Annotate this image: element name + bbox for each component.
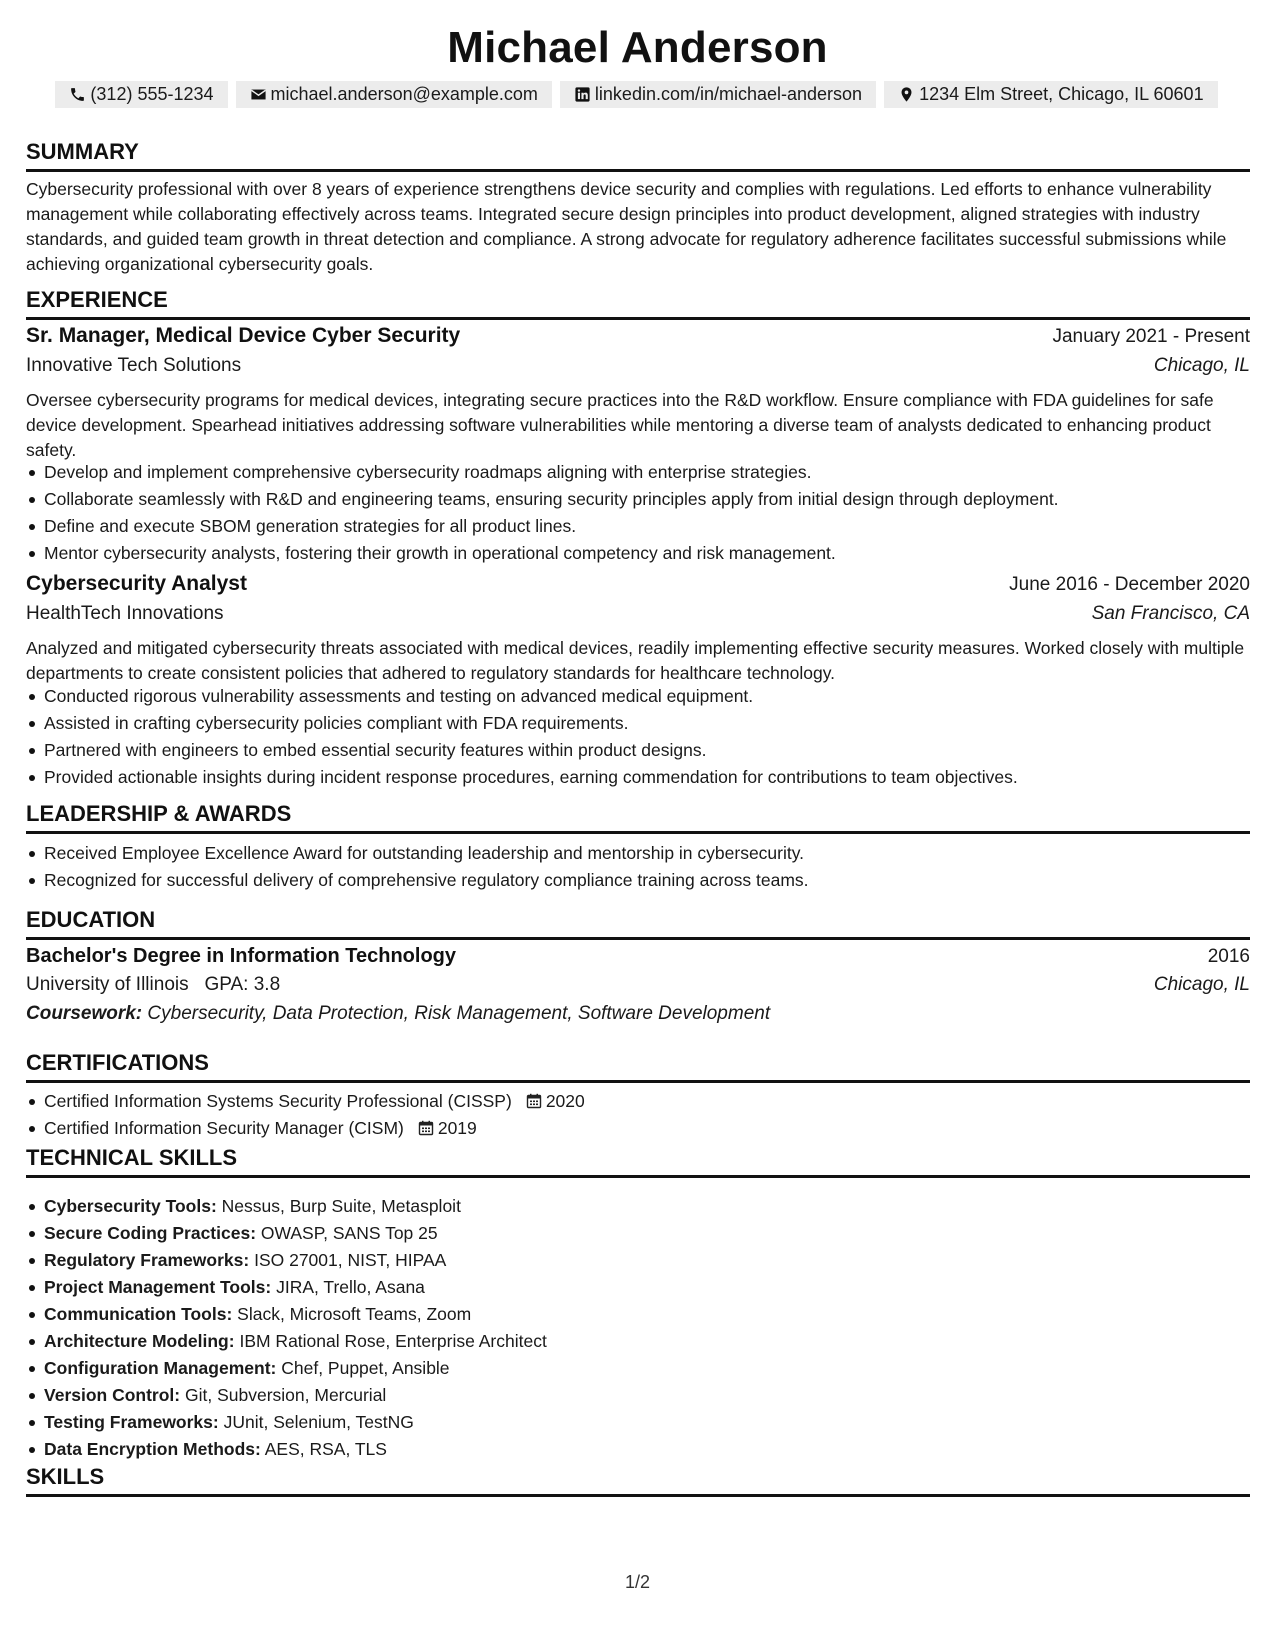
list-item: Recognized for successful delivery of comprehensive regulatory compliance training across teams.	[26, 867, 1246, 894]
leadership-bullets	[26, 840, 1246, 894]
technical-skills-list	[26, 1193, 1246, 1463]
skill-value: JUnit, Selenium, TestNG	[223, 1412, 414, 1432]
list-item	[26, 1436, 1246, 1463]
skill-value: IBM Rational Rose, Enterprise Architect	[239, 1331, 547, 1351]
list-item	[26, 1088, 1246, 1115]
skill-label: Testing Frameworks:	[44, 1412, 219, 1432]
list-item: Assisted in crafting cybersecurity policies compliant with FDA requirements.	[26, 710, 1246, 737]
list-item: Conducted rigorous vulnerability assessments and testing on advanced medical equipment.	[26, 683, 1246, 710]
contact-bar	[30, 81, 1243, 108]
linkedin-icon	[574, 86, 591, 103]
skill-label: Communication Tools:	[44, 1304, 233, 1324]
job-1-dates: January 2021 - Present	[1052, 326, 1250, 347]
list-item	[26, 1409, 1246, 1436]
list-item: Received Employee Excellence Award for outstanding leadership and mentorship in cybersecurity.	[26, 840, 1246, 867]
skill-label: Version Control:	[44, 1385, 181, 1405]
contact-email[interactable]	[236, 81, 552, 108]
list-item	[26, 1115, 1246, 1142]
leadership-heading: LEADERSHIP & AWARDS	[26, 800, 1250, 834]
map-pin-icon	[898, 86, 915, 103]
job-2-location: San Francisco, CA	[1091, 603, 1250, 624]
email-text: michael.anderson@example.com	[270, 84, 538, 104]
school-location: Chicago, IL	[1153, 974, 1250, 995]
job-1-header	[26, 324, 1250, 348]
skill-label: Cybersecurity Tools:	[44, 1196, 217, 1216]
address-text: 1234 Elm Street, Chicago, IL 60601	[919, 84, 1204, 104]
job-1-subheader	[26, 355, 1250, 377]
certifications-heading: CERTIFICATIONS	[26, 1049, 1250, 1083]
skill-value: Chef, Puppet, Ansible	[281, 1358, 450, 1378]
list-item: Provided actionable insights during incident response procedures, earning commendation for contributions to team objectives.	[26, 764, 1246, 791]
job-2-dates: June 2016 - December 2020	[1009, 574, 1250, 595]
gpa: GPA: 3.8	[204, 974, 281, 995]
list-item	[26, 1328, 1246, 1355]
technical-skills-heading: TECHNICAL SKILLS	[26, 1144, 1250, 1178]
education-header	[26, 945, 1250, 968]
page-number: 1/2	[624, 1572, 651, 1592]
list-item	[26, 1301, 1246, 1328]
list-item	[26, 1247, 1246, 1274]
list-item	[26, 1274, 1246, 1301]
job-2-bullets	[26, 683, 1246, 791]
job-1-description: Oversee cybersecurity programs for medical devices, integrating secure practices into the R&D workflow. Ensure compliance with FDA guidelines for safe device development. Spearhead initiatives addressing software vulnerabilities while mentoring a diverse team of analysts dedicated to enhancing product safety.	[26, 390, 1214, 460]
phone-text: (312) 555-1234	[90, 84, 214, 104]
contact-linkedin[interactable]	[560, 81, 876, 108]
phone-icon	[69, 86, 86, 103]
skill-value: OWASP, SANS Top 25	[260, 1223, 438, 1243]
list-item: Define and execute SBOM generation strategies for all product lines.	[26, 513, 1246, 540]
education-heading: EDUCATION	[26, 906, 1250, 940]
candidate-name: Michael Anderson	[447, 23, 828, 72]
job-2-company: HealthTech Innovations	[26, 603, 224, 624]
certifications-list	[26, 1088, 1246, 1142]
summary-text: Cybersecurity professional with over 8 years of experience strengthens device security and complies with regulations. Led efforts to enhance vulnerability management while collaborating effectively across teams. Integrated secure design principles into product development, aligned strategies with industry standards, and guided team growth in threat detection and compliance. A strong advocate for regulatory adherence facilitates successful submissions while achieving organizational cybersecurity goals.	[26, 179, 1227, 274]
cert-year: 2020	[545, 1091, 585, 1111]
skill-label: Project Management Tools:	[44, 1277, 272, 1297]
skill-label: Architecture Modeling:	[44, 1331, 235, 1351]
job-1-bullets	[26, 459, 1246, 567]
skill-value: Slack, Microsoft Teams, Zoom	[237, 1304, 472, 1324]
list-item: Partnered with engineers to embed essential security features within product designs.	[26, 737, 1246, 764]
graduation-year: 2016	[1207, 946, 1250, 967]
coursework-list: Cybersecurity, Data Protection, Risk Management, Software Development	[147, 1003, 771, 1024]
cert-name: Certified Information Systems Security Professional (CISSP)	[44, 1091, 512, 1111]
coursework	[26, 1003, 770, 1025]
experience-heading: EXPERIENCE	[26, 286, 1250, 320]
skill-value: ISO 27001, NIST, HIPAA	[254, 1250, 447, 1270]
skill-value: Git, Subversion, Mercurial	[185, 1385, 387, 1405]
skill-label: Data Encryption Methods:	[44, 1439, 261, 1459]
calendar-icon	[526, 1093, 542, 1109]
contact-address[interactable]	[884, 81, 1218, 108]
contact-phone[interactable]	[55, 81, 227, 108]
job-1-company: Innovative Tech Solutions	[26, 355, 242, 376]
coursework-label: Coursework:	[26, 1003, 143, 1024]
cert-year: 2019	[437, 1118, 477, 1138]
education-subheader	[26, 974, 1250, 996]
envelope-icon	[250, 86, 267, 103]
skill-label: Configuration Management:	[44, 1358, 277, 1378]
calendar-icon	[418, 1120, 434, 1136]
list-item	[26, 1382, 1246, 1409]
skill-value: Nessus, Burp Suite, Metasploit	[221, 1196, 461, 1216]
job-2-role: Cybersecurity Analyst	[26, 572, 247, 595]
summary-heading: SUMMARY	[26, 138, 1250, 172]
job-1-location: Chicago, IL	[1153, 355, 1250, 376]
skill-value: AES, RSA, TLS	[264, 1439, 387, 1459]
degree: Bachelor's Degree in Information Technology	[26, 945, 457, 967]
job-1-role: Sr. Manager, Medical Device Cyber Security	[26, 324, 461, 347]
list-item	[26, 1355, 1246, 1382]
skill-value: JIRA, Trello, Asana	[276, 1277, 425, 1297]
job-2-subheader	[26, 603, 1250, 625]
job-2-description: Analyzed and mitigated cybersecurity threats associated with medical devices, readily implementing effective security measures. Worked closely with multiple departments to create consistent policies that adhered to regulatory standards for healthcare technology.	[26, 638, 1245, 683]
list-item: Collaborate seamlessly with R&D and engineering teams, ensuring security principles apply from initial design through deployment.	[26, 486, 1246, 513]
school-line	[26, 974, 280, 996]
list-item	[26, 1193, 1246, 1220]
school-name: University of Illinois	[26, 974, 189, 995]
list-item: Mentor cybersecurity analysts, fostering their growth in operational competency and risk management.	[26, 540, 1246, 567]
skills-heading: SKILLS	[26, 1463, 1250, 1497]
cert-name: Certified Information Security Manager (CISM)	[44, 1118, 404, 1138]
linkedin-text: linkedin.com/in/michael-anderson	[594, 84, 863, 104]
skill-label: Regulatory Frameworks:	[44, 1250, 250, 1270]
job-2-header	[26, 572, 1250, 596]
list-item	[26, 1220, 1246, 1247]
list-item: Develop and implement comprehensive cybersecurity roadmaps aligning with enterprise strategies.	[26, 459, 1246, 486]
skill-label: Secure Coding Practices:	[44, 1223, 257, 1243]
